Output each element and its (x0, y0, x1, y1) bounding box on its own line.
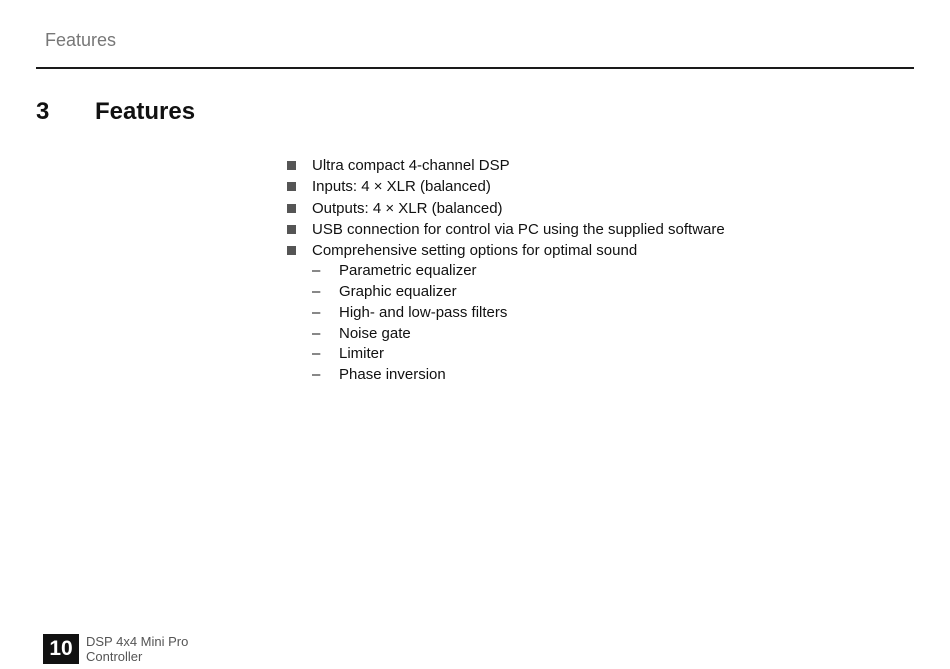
footer-product-line2: Controller (86, 649, 143, 664)
dash-bullet: – (312, 283, 321, 301)
dash-bullet: – (312, 366, 321, 383)
page-number: 10 (43, 634, 79, 664)
square-bullet-icon (287, 182, 296, 191)
sub-list-item (312, 344, 725, 365)
square-bullet-icon (287, 225, 296, 234)
sub-list-item (312, 282, 725, 303)
sub-list-item-text: Limiter (339, 345, 385, 363)
list-item (286, 219, 725, 240)
list-item-text: Inputs: 4 × XLR (balanced) (312, 178, 491, 196)
list-item (286, 155, 725, 176)
square-bullet-icon (287, 161, 296, 170)
section-heading (36, 98, 195, 126)
sub-list-item-text: Noise gate (339, 324, 411, 342)
sub-list-item (312, 365, 725, 386)
list-item (286, 240, 725, 386)
sub-list-item-text: Parametric equalizer (339, 262, 477, 280)
running-header: Features (45, 30, 117, 50)
sub-list-item-text: High- and low-pass filters (339, 303, 508, 321)
sub-feature-list (312, 261, 725, 385)
list-item (286, 198, 725, 219)
header-divider (36, 67, 914, 69)
list-item-text: Ultra compact 4-channel DSP (312, 157, 510, 174)
sub-list-item (312, 303, 725, 324)
dash-bullet: – (312, 262, 321, 280)
section-title: Features (95, 98, 196, 125)
sub-list-item-text: Graphic equalizer (339, 283, 457, 301)
sub-list-item-text: Phase inversion (339, 366, 446, 383)
section-number: 3 (36, 98, 50, 125)
dash-bullet: – (312, 303, 321, 321)
footer-product-line1: DSP 4x4 Mini Pro (86, 634, 189, 649)
sub-list-item (312, 324, 725, 345)
feature-list (286, 155, 725, 386)
list-item-text: Outputs: 4 × XLR (balanced) (312, 199, 503, 217)
sub-list-item (312, 261, 725, 282)
list-item (286, 176, 725, 197)
footer-product-name (86, 634, 188, 664)
square-bullet-icon (287, 204, 296, 213)
dash-bullet: – (312, 324, 321, 342)
dash-bullet: – (312, 345, 321, 363)
square-bullet-icon (287, 246, 296, 255)
list-item-text: USB connection for control via PC using the supplied software (312, 220, 725, 238)
list-item-text: Comprehensive setting options for optimal sound (312, 242, 638, 260)
